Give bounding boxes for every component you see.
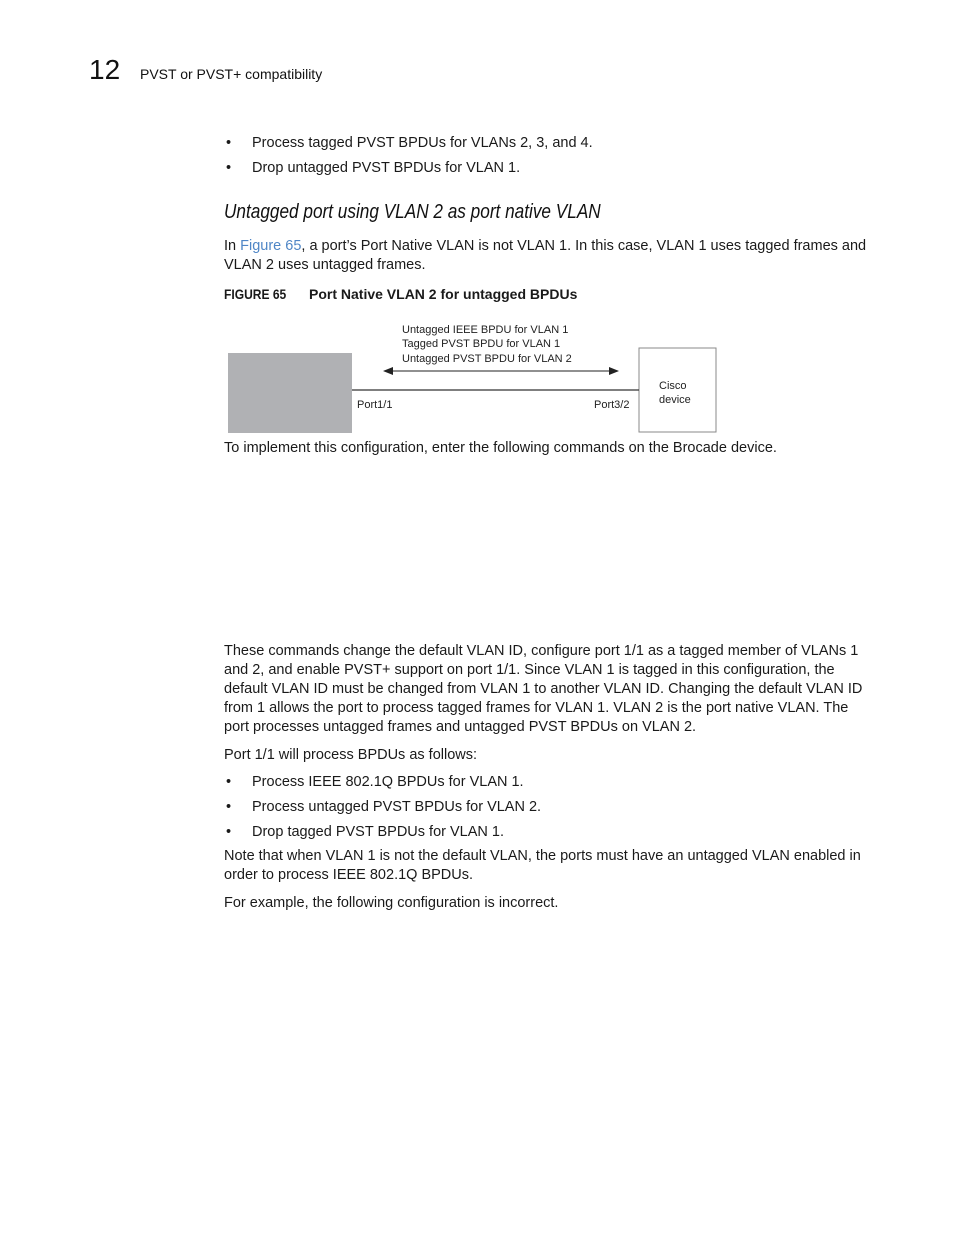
network-diagram	[224, 318, 724, 438]
section-heading: Untagged port using VLAN 2 as port native VLAN	[224, 201, 601, 223]
bullet-icon: •	[226, 799, 232, 815]
implement-paragraph: To implement this configuration, enter the following commands on the Brocade device.	[224, 440, 777, 456]
bullet-icon: •	[226, 774, 232, 790]
brocade-device-box	[228, 353, 352, 433]
note-line-1: Note that when VLAN 1 is not the default VLAN, the ports must have an untagged VLAN enabled in	[224, 848, 861, 864]
link-label-1: Untagged IEEE BPDU for VLAN 1	[402, 324, 569, 336]
bullet-icon: •	[226, 824, 232, 840]
chapter-number: 12	[89, 54, 121, 85]
intro-prefix: In	[224, 238, 241, 254]
link-label-3: Untagged PVST BPDU for VLAN 2	[402, 353, 572, 365]
example-paragraph: For example, the following configuration is incorrect.	[224, 895, 559, 911]
explanation-line-1: These commands change the default VLAN ID, configure port 1/1 as a tagged member of VLANs 1	[224, 643, 859, 659]
cisco-device-label-line2: device	[659, 394, 691, 406]
explanation-line-4: from 1 allows the port to process tagged frames for VLAN 1. VLAN 2 is the port native VLAN. The	[224, 700, 849, 716]
link-label-2: Tagged PVST BPDU for VLAN 1	[402, 338, 561, 350]
figure-title: Port Native VLAN 2 for untagged BPDUs	[309, 286, 578, 302]
bullet-icon: •	[226, 160, 232, 176]
right-port-label: Port3/2	[594, 399, 630, 411]
explanation-line-3: default VLAN ID must be changed from VLAN 1 to another VLAN ID. Changing the default VLAN ID	[224, 681, 863, 697]
explanation-line-2: and 2, and enable PVST+ support on port 1/1. Since VLAN 1 is tagged in this configuration, the	[224, 662, 835, 678]
explanation-line-5: port processes untagged frames and untagged PVST BPDUs on VLAN 2.	[224, 719, 697, 735]
figure-number: FIGURE 65	[224, 286, 287, 302]
list-item-text: Drop tagged PVST BPDUs for VLAN 1.	[252, 824, 504, 840]
figure-caption	[224, 285, 578, 303]
note-line-2: order to process IEEE 802.1Q BPDUs.	[224, 867, 474, 883]
running-title: PVST or PVST+ compatibility	[140, 66, 323, 82]
intro-line2: VLAN 2 uses untagged frames.	[224, 257, 426, 273]
cisco-device-label-line1: Cisco	[659, 380, 687, 392]
intro-paragraph	[224, 237, 866, 256]
left-port-label: Port1/1	[357, 399, 393, 411]
process-intro: Port 1/1 will process BPDUs as follows:	[224, 747, 478, 763]
figure-65-link[interactable]: Figure 65	[240, 238, 302, 254]
list-item-text: Process IEEE 802.1Q BPDUs for VLAN 1.	[252, 774, 524, 790]
list-item-text: Process untagged PVST BPDUs for VLAN 2.	[252, 799, 542, 815]
bullet-icon: •	[226, 135, 232, 151]
list-item-text: Drop untagged PVST BPDUs for VLAN 1.	[252, 160, 521, 176]
intro-line1-suffix: , a port’s Port Native VLAN is not VLAN 1. In this case, VLAN 1 uses tagged frames and	[301, 238, 867, 254]
list-item-text: Process tagged PVST BPDUs for VLANs 2, 3, and 4.	[252, 135, 593, 151]
